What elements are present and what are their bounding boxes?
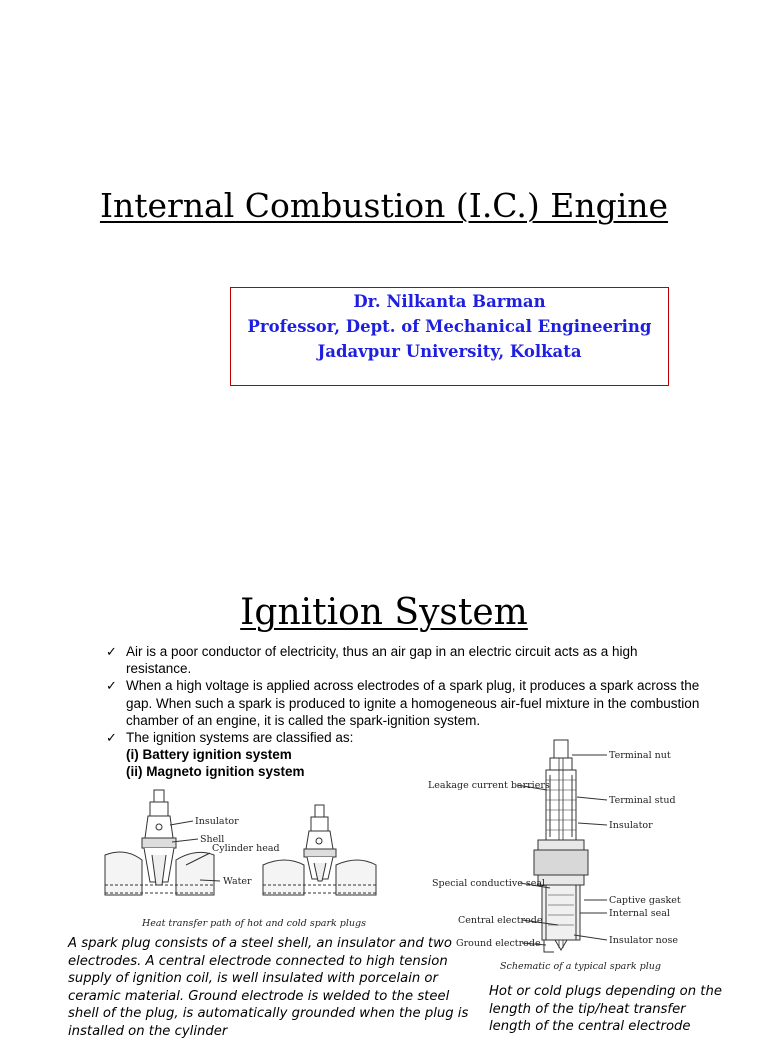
label-ground-electrode: Ground electrode xyxy=(456,938,541,949)
checkmark-icon: ✓ xyxy=(106,644,117,659)
label-leakage-current-barriers: Leakage current barriers xyxy=(428,780,550,791)
classification-item: (ii) Magneto ignition system xyxy=(126,764,305,780)
bullet-text: The ignition systems are classified as: xyxy=(126,730,354,746)
author-position: Professor, Dept. of Mechanical Engineering xyxy=(247,317,652,336)
slide-title: Internal Combustion (I.C.) Engine xyxy=(99,186,669,225)
label-terminal-nut: Terminal nut xyxy=(609,750,671,761)
bullet-item xyxy=(106,643,706,677)
hot-cold-plug-note: Hot or cold plugs depending on the length of the tip/heat transfer length of the central electrode xyxy=(489,984,722,1035)
bullet-item xyxy=(106,677,706,729)
label-water: Water xyxy=(223,876,252,887)
hot-cold-spark-plug-diagram xyxy=(100,785,405,935)
checkmark-icon: ✓ xyxy=(106,730,117,746)
label-captive-gasket: Captive gasket xyxy=(609,895,681,906)
bullet-text: Air is a poor conductor of electricity, thus an air gap in an electric circuit acts as a high resistance. xyxy=(126,644,638,677)
checkmark-icon: ✓ xyxy=(106,678,117,694)
label-internal-seal: Internal seal xyxy=(609,908,670,919)
author-box xyxy=(230,287,669,386)
figure-caption: Heat transfer path of hot and cold spark plugs xyxy=(142,918,366,929)
label-special-conductive-seal: Special conductive seal xyxy=(432,878,546,889)
section-title: Ignition System xyxy=(240,592,528,633)
classification-item: (i) Battery ignition system xyxy=(126,747,292,763)
label-insulator: Insulator xyxy=(609,820,653,831)
author-name: Dr. Nilkanta Barman xyxy=(353,292,546,311)
figure-caption: Schematic of a typical spark plug xyxy=(500,961,661,972)
label-cylinder-head: Cylinder head xyxy=(212,843,280,854)
label-terminal-stud: Terminal stud xyxy=(609,795,676,806)
bullet-text: When a high voltage is applied across electrodes of a spark plug, it produces a spark across the gap. When such a spark is produced to ignite a homogeneous air-fuel mixture in the combustion chamber of an engine, it is called the spark-ignition system. xyxy=(126,678,700,728)
spark-plug-description: A spark plug consists of a steel shell, an insulator and two electrodes. A central electrode connected to high tension supply of ignition coil, is well insulated with porcelain or ceramic material. Ground electrode is welded to the steel shell of the plug, is automatically grounded when the plug is installed on the cylinder xyxy=(68,936,469,1039)
label-insulator: Insulator xyxy=(195,816,239,827)
author-affiliation: Jadavpur University, Kolkata xyxy=(317,342,582,361)
label-insulator-nose: Insulator nose xyxy=(609,935,679,946)
label-shell: Shell xyxy=(200,834,225,845)
label-central-electrode: Central electrode xyxy=(458,915,543,926)
